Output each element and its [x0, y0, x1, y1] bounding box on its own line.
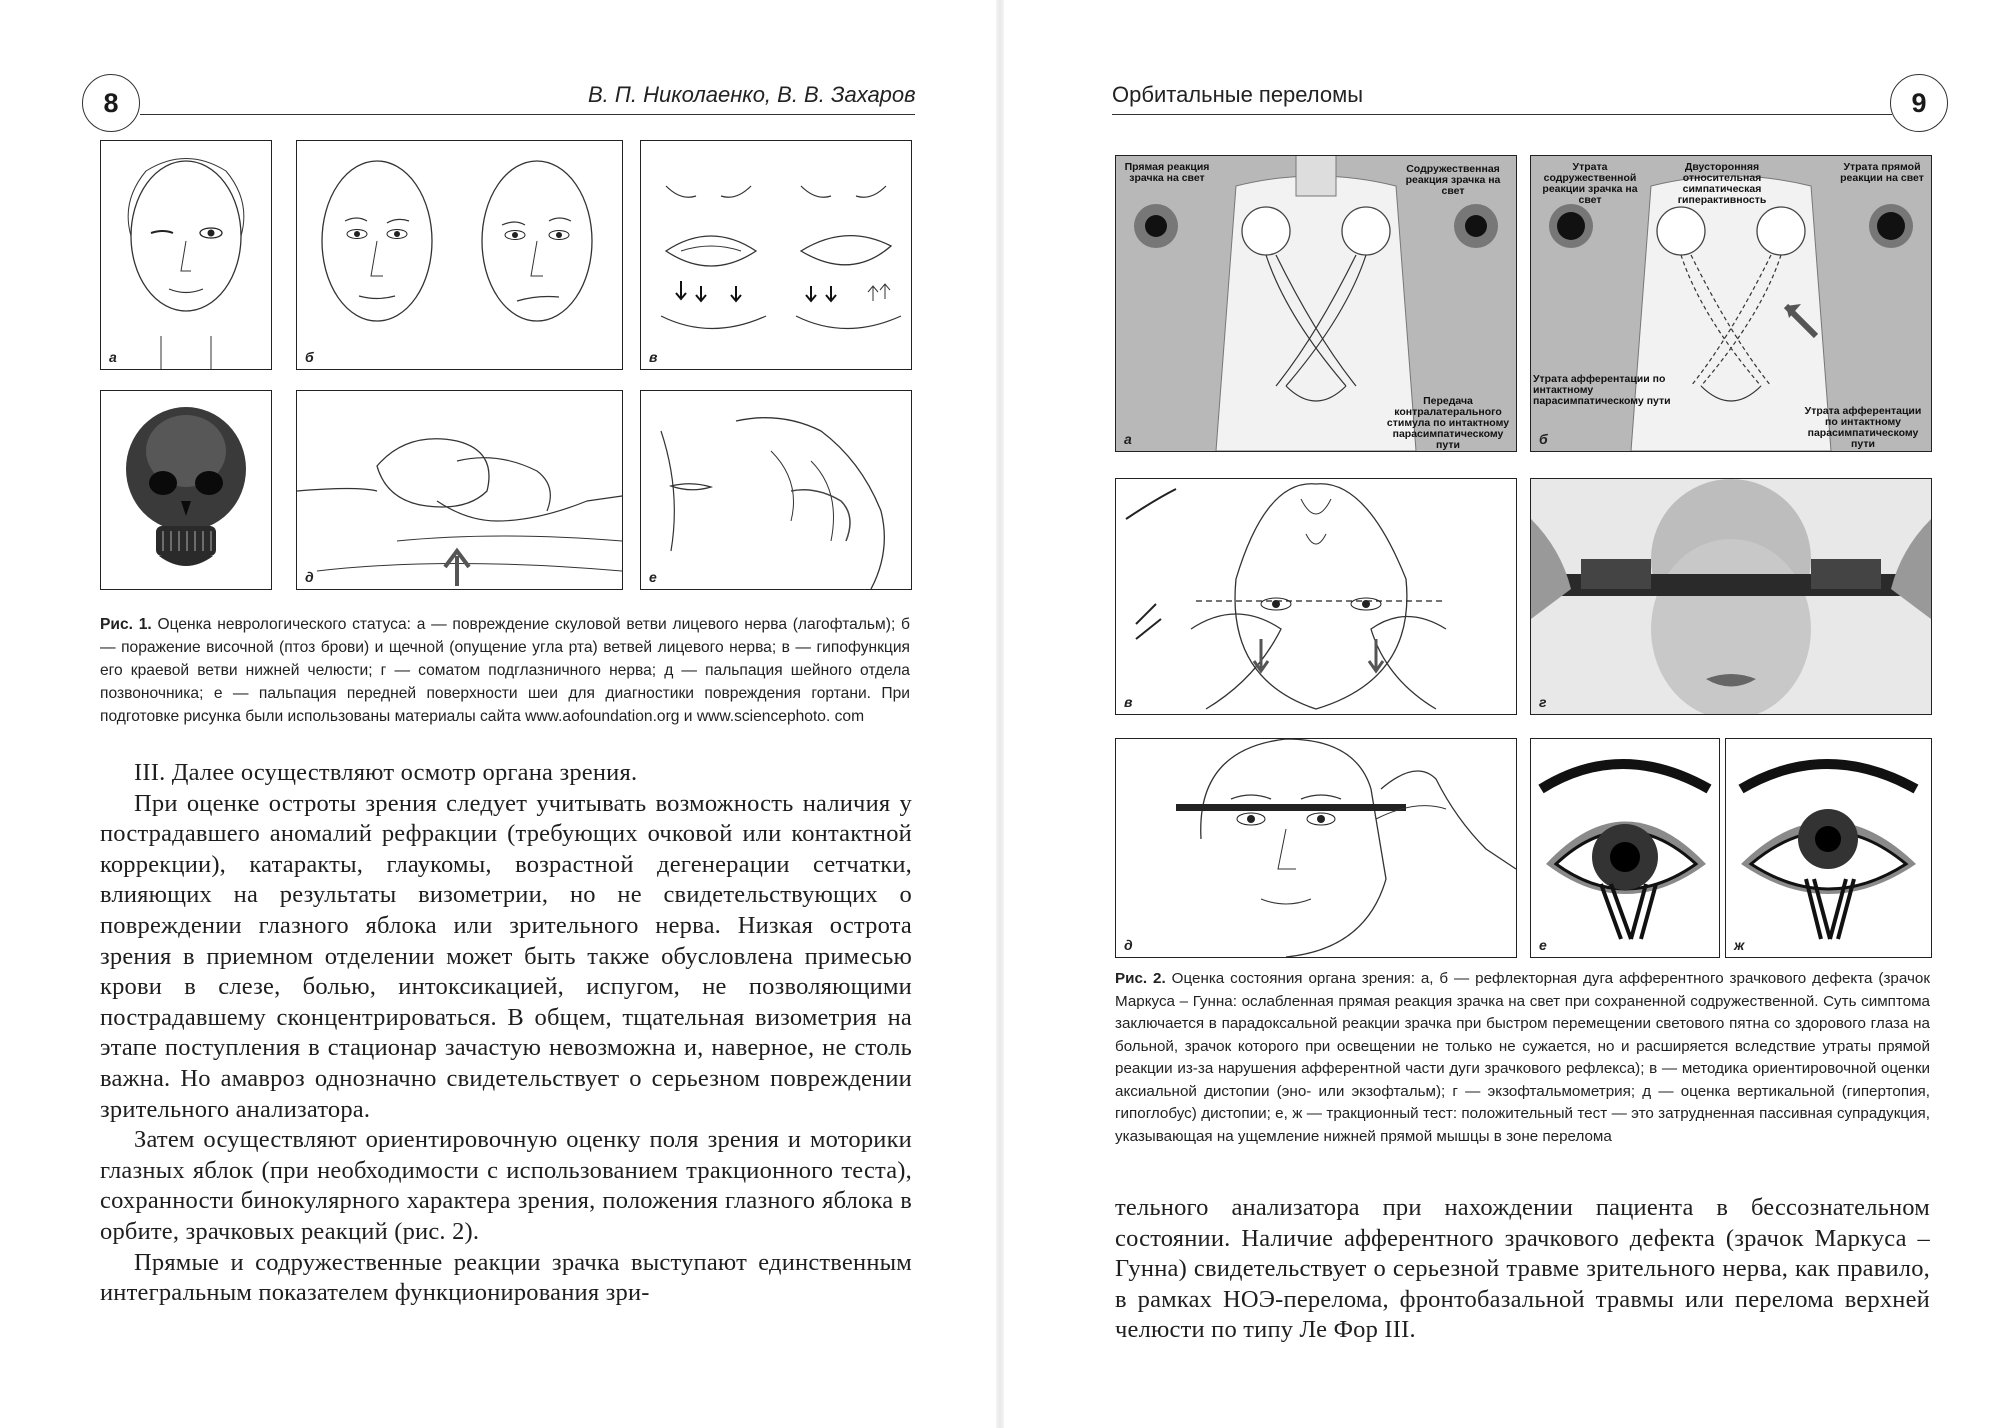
diagram-label: Содружественная реакция зрачка на свет [1405, 163, 1501, 197]
figure2-panel-d [1530, 478, 1932, 715]
panel-letter: а [1124, 431, 1132, 447]
paragraph: Затем осуществляют ориентировочную оценку поля зрения и моторики глазных яблок (при необходимости с использованием тракционного теста), сохранности бинокулярного характера зрения, положения глазного яблока в орбите, зрачковых реакций (рис. 2). [100, 1126, 912, 1245]
running-head: Орбитальные переломы [1112, 82, 1364, 107]
two-faces-illustration [297, 141, 622, 369]
figure1-panel-b [296, 140, 623, 370]
panel-letter: д [305, 569, 314, 585]
page-number: 9 [1890, 74, 1948, 132]
panel-letter: г [109, 569, 117, 585]
vertical-dystopia-illustration [1116, 739, 1516, 957]
diagram-label: Утрата афферентации по интактному парасимпатическому пути [1804, 405, 1922, 450]
panel-letter: е [649, 569, 657, 585]
panel-letter: в [1124, 694, 1133, 710]
right-page [1000, 0, 2000, 1428]
diagram-label: Утрата прямой реакции на свет [1840, 161, 1924, 184]
figure1-panel-c [640, 140, 912, 370]
panel-letter: г [1539, 694, 1547, 710]
figure1-caption-text: Оценка неврологического статуса: а — повреждение скуловой ветви лицевого нерва (лагофтальм); б — поражение височной (птоз брови) и щечной (опущение угла рта) ветвей лицевого нерва; в — гипофункция его краевой ветви нижней челюсти; г — соматом подглазничного нерва; д — пальпация шейного отдела позвоночника; е — пальпация передней поверхности шеи для диагностики повреждения гортани. При подготовке рисунка были использованы материалы сайта www.aofoundation.org и www.sciencephoto. com [100, 616, 910, 725]
panel-letter: б [1539, 431, 1548, 447]
header-rule [1112, 114, 1892, 115]
diagram-label: Утрата афферентации по интактному парасимпатическому пути [1533, 373, 1671, 407]
header-rule [140, 114, 915, 115]
panel-letter: а [109, 349, 117, 365]
exophthalmometry-illustration [1531, 479, 1931, 714]
traction-test-illustration-1 [1531, 739, 1719, 957]
paragraph: Прямые и содружественные реакции зрачка выступают единственным интегральным показателем функционирования зри- [100, 1248, 912, 1307]
figure1-caption [100, 613, 910, 728]
paragraph: При оценке остроты зрения следует учитывать возможность наличия у пострадавшего аномалий рефракции (требующих очковой или контактной коррекции), катаракты, глаукомы, возрастной дегенерации сетчатки, влияющих на результаты визометрии, но не свидетельствующих о повреждении глазного яблока или зрительного нерва. Низкая острота зрения в приемном отделении может быть также обусловлена примесью крови в слезе, болью, интоксикацией, испугом, не позволяющими пострадавшему сконцентрироваться. В общем, тщательная визометрия на этапе поступления в стационар зачастую невозможна и, наверное, не столь важна. Но амавроз однозначно свидетельствует о серьезном повреждении зрительного анализатора. [100, 789, 912, 1123]
figure2-panel-c [1115, 478, 1517, 715]
figure1-panel-d [100, 390, 272, 590]
figure2-panel-f [1530, 738, 1720, 958]
figure2-caption-label: Рис. 2. [1115, 970, 1166, 987]
axial-dystopia-illustration [1116, 479, 1516, 714]
figure2-panel-b [1530, 155, 1932, 452]
neck-palpation-illustration [297, 391, 622, 589]
panel-letter: ж [1734, 937, 1745, 953]
figure2-caption [1115, 968, 1930, 1148]
diagram-label: Утрата содружественной реакции зрачка на свет [1542, 161, 1638, 206]
lips-illustration [641, 141, 911, 369]
panel-letter: в [649, 349, 658, 365]
page-number: 8 [82, 74, 140, 132]
figure2-panel-e [1115, 738, 1517, 958]
figure1-panel-e [296, 390, 623, 590]
panel-letter: д [1124, 937, 1133, 953]
figure2-panel-a [1115, 155, 1517, 452]
figure1-caption-label: Рис. 1. [100, 616, 152, 633]
right-body-text [1115, 1193, 1930, 1346]
diagram-label: Двусторонняя относительная симпатическая гиперактивность [1677, 161, 1767, 206]
figure1-panel-a [100, 140, 272, 370]
traction-test-illustration-2 [1726, 739, 1931, 957]
running-head: В. П. Николаенко, В. В. Захаров [588, 82, 916, 107]
left-body-text [100, 758, 912, 1309]
figure2-caption-text: Оценка состояния органа зрения: а, б — рефлекторная дуга афферентного зрачкового дефекта (зрачок Маркуса – Гунна: ослабленная прямая реакция зрачка на свет при сохраненной содружественной. Суть симптома заключается в парадоксальной реакции зрачка при быстром перемещении светового пятна со здорового глаза на больной, зрачок которого при освещении не только не сужается, но и расширяется вследствие утраты прямой реакции из-за нарушения афферентной части дуги зрачкового рефлекса); в — методика ориентировочной оценки аксиальной дистопии (эно- или экзофтальм); г — экзофтальмометрия; д — оценка вертикальной (гипертопия, гипоглобус) дистопии; е, ж — тракционный тест: положительный тест — это затрудненная пассивная супрадукция, указывающая на ущемление нижней прямой мышцы в зоне перелома [1115, 970, 1930, 1145]
face-lagophthalmos-illustration [101, 141, 271, 369]
diagram-label: Прямая реакция зрачка на свет [1124, 161, 1210, 184]
skull-illustration [101, 391, 271, 589]
figure1-panel-f [640, 390, 912, 590]
paragraph: III. Далее осуществляют осмотр органа зрения. [134, 759, 638, 786]
panel-letter: б [305, 349, 314, 365]
throat-palpation-illustration [641, 391, 911, 589]
diagram-label: Передача контралатерального стимула по интактному парасимпатическому пути [1386, 395, 1510, 451]
panel-letter: е [1539, 937, 1547, 953]
paragraph: тельного анализатора при нахождении пациента в бессознательном состоянии. Наличие афферентного зрачкового дефекта (зрачок Маркуса – Гунна) свидетельствует о серьезной травме зрительного нерва, как правило, в рамках НОЭ-перелома, фронтобазальной травмы или перелома верхней челюсти по типу Ле Фор III. [1115, 1194, 1930, 1344]
figure2-panel-g [1725, 738, 1932, 958]
